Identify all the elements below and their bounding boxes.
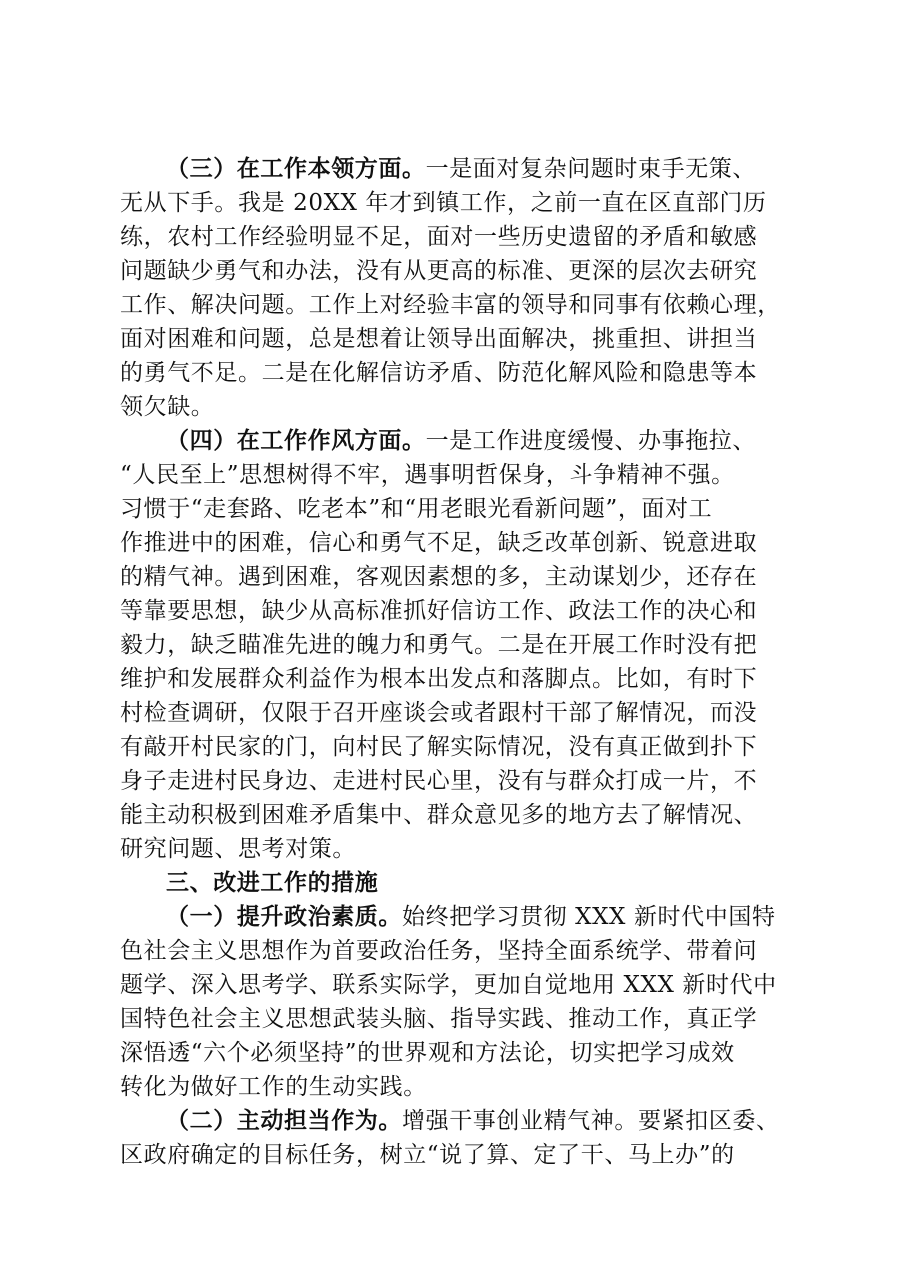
paragraph-3-line-5: 工作、解决问题。工作上对经验丰富的领导和同事有依赖心理， [120, 292, 781, 318]
paragraph-4-line-7: 毅力，缺乏瞄准先进的魄力和勇气。二是在开展工作时没有把 [120, 632, 758, 658]
paragraph-4-line-12: 能主动积极到困难矛盾集中、群众意见多的地方去了解情况、 [120, 802, 758, 828]
paragraph-3-line-3: 练，农村工作经验明显不足，面对一些历史遗留的矛盾和敏感 [120, 224, 758, 250]
paragraph-3-line-8: 领欠缺。 [120, 394, 215, 420]
paragraph-1-line-1 [120, 900, 800, 934]
paragraph-1-line-1-text: 始终把学习贯彻 XXX 新时代中国特 [402, 904, 776, 930]
paragraph-4-line-9: 村检查调研，仅限于召开座谈会或者跟村干部了解情况，而没 [120, 700, 758, 726]
paragraph-4-line-13: 研究问题、思考对策。 [120, 836, 356, 862]
section-3-title-text: 三、改进工作的措施 [166, 869, 379, 896]
paragraph-3-line-1-text: 一是面对复杂问题时束手无策、 [425, 156, 757, 182]
paragraph-1-line-5: 深悟透“六个必须坚持”的世界观和方法论，切实把学习成效 [120, 1040, 735, 1066]
paragraph-4-line-8: 维护和发展群众利益作为根本出发点和落脚点。比如，有时下 [120, 666, 758, 692]
paragraph-2-line-1-text: 增强干事创业精气神。要紧扣区委、 [402, 1108, 780, 1134]
paragraph-3-heading: （三）在工作本领方面。 [166, 155, 426, 182]
paragraph-3-line-2: 无从下手。我是 20XX 年才到镇工作，之前一直在区直部门历 [120, 190, 767, 216]
section-3-title [120, 866, 800, 900]
paragraph-1-line-6: 转化为做好工作的生动实践。 [120, 1074, 427, 1100]
paragraph-4-line-1 [120, 424, 800, 458]
paragraph-3-line-7: 的勇气不足。二是在化解信访矛盾、防范化解风险和隐患等本 [120, 360, 758, 386]
paragraph-1-line-3: 题学、深入思考学、联系实际学，更加自觉地用 XXX 新时代中 [120, 972, 777, 998]
paragraph-2-heading: （二）主动担当作为。 [166, 1107, 402, 1134]
paragraph-2-line-1 [120, 1104, 800, 1138]
paragraph-4-line-5: 的精气神。遇到困难，客观因素想的多，主动谋划少，还存在 [120, 564, 758, 590]
paragraph-3-line-6: 面对困难和问题，总是想着让领导出面解决，挑重担、讲担当 [120, 326, 758, 352]
paragraph-2-line-2: 区政府确定的目标任务，树立“说了算、定了干、马上办”的 [120, 1142, 735, 1168]
paragraph-3-line-4: 问题缺少勇气和办法，没有从更高的标准、更深的层次去研究 [120, 258, 758, 284]
paragraph-4-line-4: 作推进中的困难，信心和勇气不足，缺乏改革创新、锐意进取 [120, 530, 758, 556]
paragraph-4-line-1-text: 一是工作进度缓慢、办事拖拉、 [425, 428, 757, 454]
paragraph-4-line-6: 等靠要思想，缺少从高标准抓好信访工作、政法工作的决心和 [120, 598, 758, 624]
paragraph-4-line-2: “人民至上”思想树得不牢，遇事明哲保身，斗争精神不强。 [120, 462, 735, 488]
paragraph-1-line-4: 国特色社会主义思想武装头脑、指导实践、推动工作，真正学 [120, 1006, 758, 1032]
paragraph-4-line-10: 有敲开村民家的门，向村民了解实际情况，没有真正做到扑下 [120, 734, 758, 760]
paragraph-4-heading: （四）在工作作风方面。 [166, 427, 426, 454]
paragraph-1-heading: （一）提升政治素质。 [166, 903, 402, 930]
paragraph-3-line-1 [120, 152, 800, 186]
paragraph-4-line-11: 身子走进村民身边、走进村民心里，没有与群众打成一片，不 [120, 768, 758, 794]
paragraph-1-line-2: 色社会主义思想作为首要政治任务，坚持全面系统学、带着问 [120, 938, 758, 964]
paragraph-4-line-3: 习惯于“走套路、吃老本”和“用老眼光看新问题”，面对工 [120, 496, 713, 522]
